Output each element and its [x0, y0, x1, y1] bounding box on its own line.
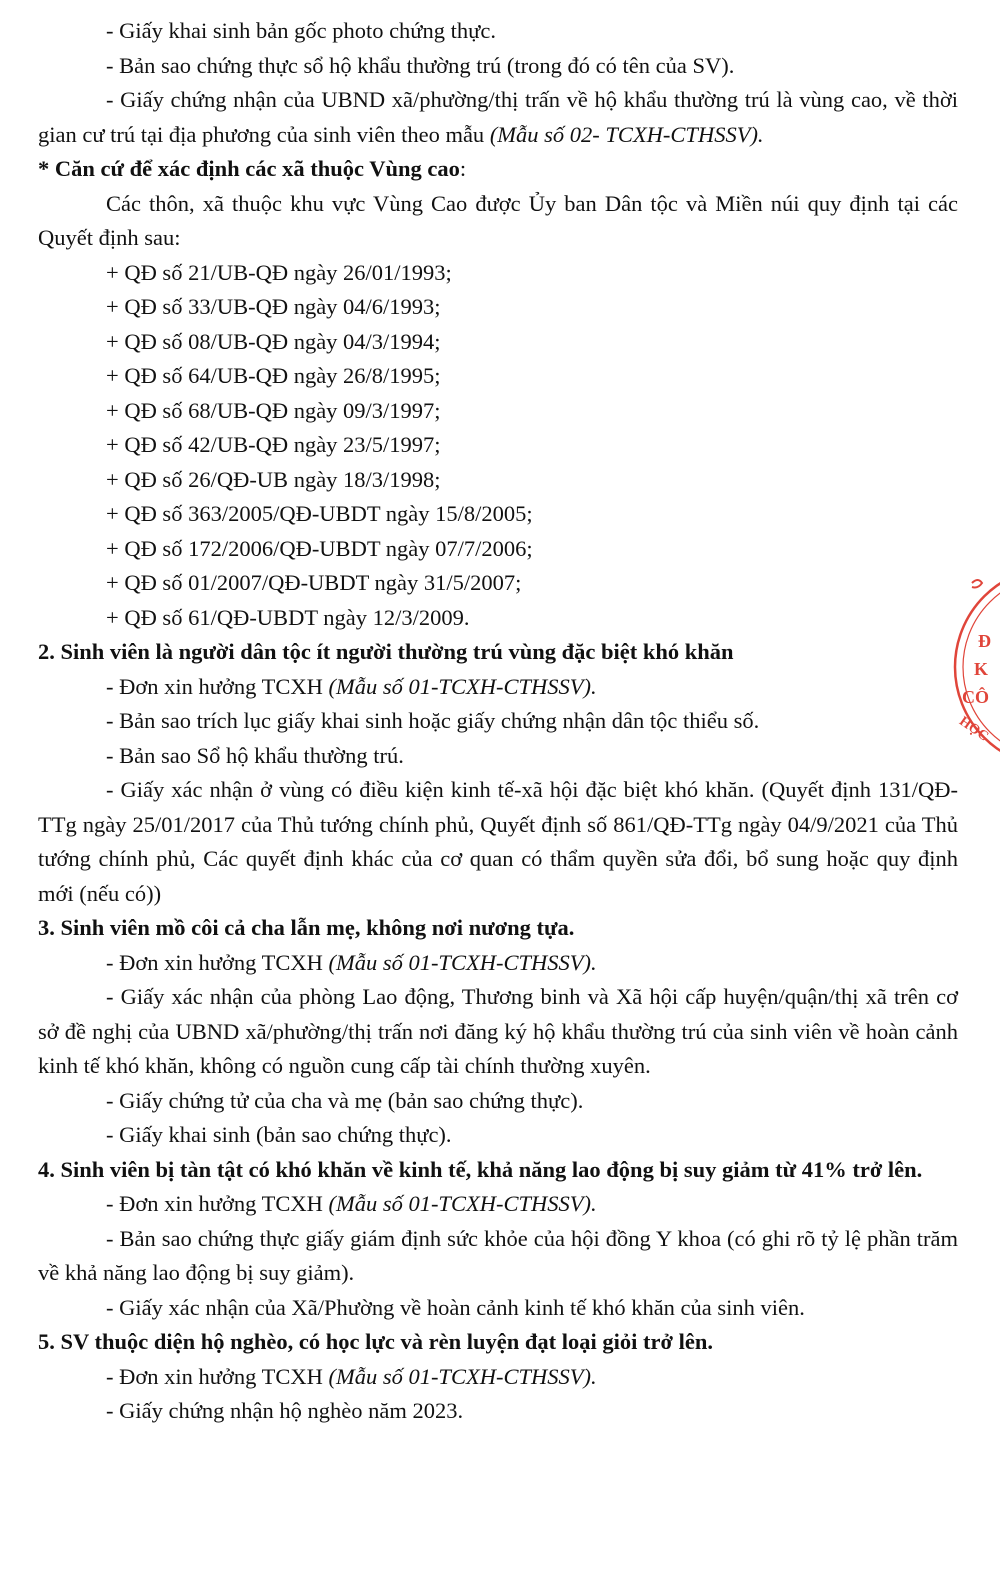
- seal-letter: HỌC: [956, 713, 991, 745]
- section-5-heading: 5. SV thuộc diện hộ nghèo, có học lực và rèn luyện đạt loại giỏi trở lên.: [38, 1329, 713, 1354]
- seal-letter: CÔ: [962, 687, 989, 707]
- doc-item: - Đơn xin hưởng TCXH (Mẫu số 01-TCXH-CTHSSV).: [106, 1363, 597, 1389]
- doc-item: - Đơn xin hưởng TCXH (Mẫu số 01-TCXH-CTHSSV).: [106, 949, 597, 975]
- form-reference: (Mẫu số 01-TCXH-CTHSSV).: [328, 1191, 597, 1216]
- seal-mark: [972, 580, 982, 588]
- form-reference: (Mẫu số 01-TCXH-CTHSSV).: [328, 949, 597, 975]
- decision-item: + QĐ số 21/UB-QĐ ngày 26/01/1993;: [106, 259, 452, 285]
- section-3-heading: 3. Sinh viên mồ côi cả cha lẫn mẹ, không nơi nương tựa.: [38, 915, 575, 940]
- highland-basis-intro: Các thôn, xã thuộc khu vực Vùng Cao được Ủy ban Dân tộc và Miền núi quy định tại các Quyết định sau:: [38, 190, 958, 250]
- section-2-heading: 2. Sinh viên là người dân tộc ít người thường trú vùng đặc biệt khó khăn: [38, 639, 734, 664]
- document-body: [38, 14, 958, 1429]
- decision-item: + QĐ số 64/UB-QĐ ngày 26/8/1995;: [106, 363, 441, 388]
- decision-item: + QĐ số 01/2007/QĐ-UBDT ngày 31/5/2007;: [106, 570, 522, 595]
- decision-item: + QĐ số 26/QĐ-UB ngày 18/3/1998;: [106, 466, 441, 492]
- doc-item: - Bản sao chứng thực sổ hộ khẩu thường trú (trong đó có tên của SV).: [106, 52, 735, 78]
- highland-basis-heading: * Căn cứ để xác định các xã thuộc Vùng cao:: [38, 156, 467, 181]
- decision-item: + QĐ số 42/UB-QĐ ngày 23/5/1997;: [106, 432, 441, 457]
- section-4-heading: 4. Sinh viên bị tàn tật có khó khăn về kinh tế, khả năng lao động bị suy giảm từ 41% trở lên.: [38, 1156, 923, 1182]
- doc-item: - Giấy xác nhận của phòng Lao động, Thương binh và Xã hội cấp huyện/quận/thị xã trên cơ sở đề nghị của UBND xã/phường/thị trấn nơi đăng ký hộ khẩu thường trú của sinh viên về hoàn cảnh kinh tế khó khăn, không có nguồn cung cấp tài chính thường xuyên.: [38, 984, 958, 1078]
- doc-item: - Giấy xác nhận của Xã/Phường về hoàn cảnh kinh tế khó khăn của sinh viên.: [106, 1294, 805, 1320]
- decision-item: + QĐ số 363/2005/QĐ-UBDT ngày 15/8/2005;: [106, 501, 533, 526]
- seal-letter: Đ: [978, 631, 991, 651]
- decision-item: + QĐ số 68/UB-QĐ ngày 09/3/1997;: [106, 397, 441, 423]
- doc-item: - Giấy khai sinh bản gốc photo chứng thực.: [106, 18, 496, 43]
- doc-item: - Bản sao trích lục giấy khai sinh hoặc giấy chứng nhận dân tộc thiểu số.: [106, 708, 760, 733]
- form-reference: (Mẫu số 02- TCXH-CTHSSV).: [489, 121, 764, 147]
- form-reference: (Mẫu số 01-TCXH-CTHSSV).: [328, 673, 597, 699]
- doc-item: - Bản sao Sổ hộ khẩu thường trú.: [106, 742, 404, 768]
- doc-item: - Giấy chứng nhận của UBND xã/phường/thị trấn về hộ khẩu thường trú là vùng cao, về thời gian cư trú tại địa phương của sinh viên theo mẫu (Mẫu số 02- TCXH-CTHSSV).: [38, 87, 958, 147]
- decision-item: + QĐ số 08/UB-QĐ ngày 04/3/1994;: [106, 328, 441, 354]
- doc-item: - Đơn xin hưởng TCXH (Mẫu số 01-TCXH-CTHSSV).: [106, 673, 597, 699]
- decision-item: + QĐ số 172/2006/QĐ-UBDT ngày 07/7/2006;: [106, 535, 533, 561]
- doc-item: - Đơn xin hưởng TCXH (Mẫu số 01-TCXH-CTHSSV).: [106, 1191, 597, 1216]
- doc-item: - Giấy chứng tử của cha và mẹ (bản sao chứng thực).: [106, 1087, 584, 1113]
- red-seal-stamp: [950, 555, 1000, 785]
- decision-list: [38, 256, 958, 636]
- seal-letter: K: [974, 659, 989, 679]
- decision-item: + QĐ số 33/UB-QĐ ngày 04/6/1993;: [106, 294, 441, 319]
- doc-item: - Giấy xác nhận ở vùng có điều kiện kinh tế-xã hội đặc biệt khó khăn. (Quyết định 131/QĐ-TTg ngày 25/01/2017 của Thủ tướng chính phủ, Quyết định số 861/QĐ-TTg ngày 04/9/2021 của Thủ tướng chính phủ, Các quyết định khác của cơ quan có thẩm quyền sửa đổi, bổ sung hoặc quy định mới (nếu có)): [38, 777, 958, 906]
- doc-item: - Bản sao chứng thực giấy giám định sức khỏe của hội đồng Y khoa (có ghi rõ tỷ lệ phần trăm về khả năng lao động bị suy giảm).: [38, 1225, 958, 1285]
- decision-item: + QĐ số 61/QĐ-UBDT ngày 12/3/2009.: [106, 604, 470, 630]
- doc-item: - Giấy chứng nhận hộ nghèo năm 2023.: [106, 1398, 464, 1423]
- doc-item: - Giấy khai sinh (bản sao chứng thực).: [106, 1122, 452, 1147]
- form-reference: (Mẫu số 01-TCXH-CTHSSV).: [328, 1363, 597, 1389]
